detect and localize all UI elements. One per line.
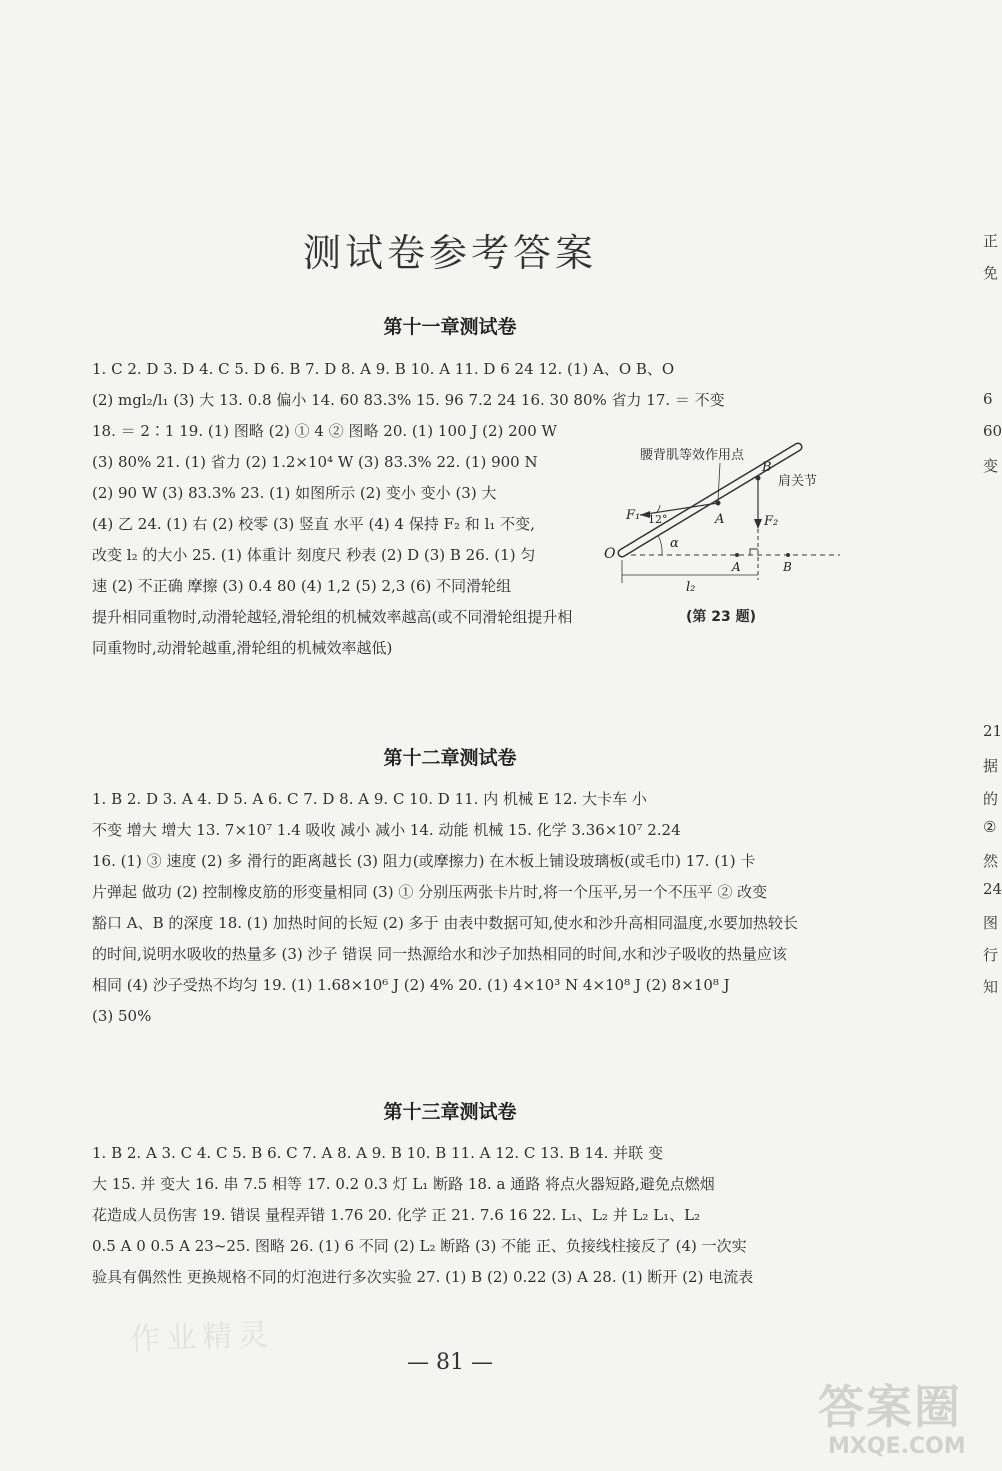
label-alpha: α: [670, 536, 679, 551]
section-heading-12: 第十二章测试卷: [383, 747, 517, 769]
answer-line: 大 15. 并 变大 16. 串 7.5 相等 17. 0.2 0.3 灯 L₁ 断路 18. a 通路 将点火器短路,避免点燃烟: [92, 1175, 715, 1193]
label-l2: l₂: [686, 580, 696, 595]
label-f2: F₂: [764, 514, 779, 529]
point-a: [716, 501, 721, 506]
label-b-projection: B: [783, 560, 792, 574]
point-b-projection: [786, 553, 790, 557]
logo-sub-text: MXQE.COM: [828, 1434, 966, 1459]
margin-char: 然: [983, 852, 999, 870]
alpha-arc: [658, 535, 662, 555]
answer-line: 提升相同重物时,动滑轮越轻,滑轮组的机械效率越高(或不同滑轮组提升相: [92, 608, 573, 626]
answer-line: 不变 增大 增大 13. 7×10⁷ 1.4 吸收 减小 减小 14. 动能 机械 15. 化学 3.36×10⁷ 2.24: [92, 821, 681, 839]
right-angle-mark: [750, 549, 758, 555]
point-b: [756, 476, 761, 481]
answer-line: 的时间,说明水吸收的热量多 (3) 沙子 错误 同一热源给水和沙子加热相同的时间,水和沙子吸收的热量应该: [92, 945, 787, 963]
answer-line: (2) 90 W (3) 83.3% 23. (1) 如图所示 (2) 变小 变小 (3) 大: [92, 484, 497, 502]
answer-line: 验具有偶然性 更换规格不同的灯泡进行多次实验 27. (1) B (2) 0.22 (3) A 28. (1) 断开 (2) 电流表: [92, 1268, 754, 1286]
answer-line: 改变 l₂ 的大小 25. (1) 体重计 刻度尺 秒表 (2) D (3) B 26. (1) 匀: [92, 546, 536, 564]
answers-chapter-13: [92, 1138, 852, 1293]
point-a-projection: [735, 553, 739, 557]
label-a: A: [715, 512, 725, 527]
answer-line: 1. B 2. D 3. A 4. D 5. A 6. C 7. D 8. A 9. C 10. D 11. 内 机械 E 12. 大卡车 小: [92, 790, 647, 808]
answer-line: (3) 50%: [92, 1007, 152, 1025]
answer-line: (4) 乙 24. (1) 右 (2) 校零 (3) 竖直 水平 (4) 4 保持 F₂ 和 l₁ 不变,: [92, 515, 535, 533]
watermark-text: 作业精灵: [129, 1317, 275, 1358]
figure-caption: (第 23 题): [686, 609, 757, 625]
answer-line: 0.5 A 0 0.5 A 23~25. 图略 26. (1) 6 不同 (2) L₂ 断路 (3) 不能 正、负接线柱接反了 (4) 一次实: [92, 1237, 747, 1255]
margin-char: 6: [983, 390, 993, 408]
margin-char: 据: [983, 757, 999, 775]
margin-char: 图: [983, 914, 999, 932]
answer-line: 1. C 2. D 3. D 4. C 5. D 6. B 7. D 8. A 9. B 10. A 11. D 6 24 12. (1) A、O B、O: [92, 360, 675, 378]
section-heading-11: 第十一章测试卷: [383, 316, 517, 338]
label-b: B: [762, 460, 772, 475]
answer-line: 同重物时,动滑轮越重,滑轮组的机械效率越低): [92, 639, 393, 657]
label-angle-12: 12°: [648, 513, 668, 526]
answer-line: 1. B 2. A 3. C 4. C 5. B 6. C 7. A 8. A 9. B 10. B 11. A 12. C 13. B 14. 并联 变: [92, 1144, 663, 1162]
answer-line: 18. ＝ 2∶1 19. (1) 图略 (2) ① 4 ② 图略 20. (1) 100 J (2) 200 W: [92, 422, 557, 440]
page-number: — 81 —: [407, 1350, 493, 1375]
answer-line: 相同 (4) 沙子受热不均匀 19. (1) 1.68×10⁶ J (2) 4% 20. (1) 4×10³ N 4×10⁸ J (2) 8×10⁸ J: [92, 976, 730, 994]
margin-char: 行: [983, 946, 999, 964]
margin-char: 60: [983, 422, 1002, 440]
margin-char: 正: [983, 232, 999, 250]
label-shoulder: 肩关节: [778, 474, 818, 489]
margin-char: 免: [983, 264, 999, 282]
margin-char: 的: [983, 790, 999, 808]
answer-line: 豁口 A、B 的深度 18. (1) 加热时间的长短 (2) 多于 由表中数据可知,使水和沙升高相同温度,水要加热较长: [92, 914, 798, 932]
answer-line: 片弹起 做功 (2) 控制橡皮筋的形变量相同 (3) ① 分别压两张卡片时,将一个压平,另一个不压平 ② 改变: [92, 883, 768, 901]
answer-line: 16. (1) ③ 速度 (2) 多 滑行的距离越长 (3) 阻力(或摩擦力) 在木板上铺设玻璃板(或毛巾) 17. (1) 卡: [92, 852, 756, 870]
margin-char: 知: [983, 978, 999, 996]
margin-char: 24: [983, 880, 1002, 898]
answer-line: 花造成人员伤害 19. 错误 量程弄错 1.76 20. 化学 正 21. 7.6 16 22. L₁、L₂ 并 L₂ L₁、L₂: [92, 1206, 701, 1224]
site-logo-watermark: [818, 1380, 1000, 1471]
page-title: 测试卷参考答案: [302, 231, 597, 275]
force-f2-arrowhead: [754, 519, 762, 529]
label-a-projection: A: [732, 560, 741, 574]
label-muscle: 腰背肌等效作用点: [640, 448, 745, 463]
logo-main-text: 答案圈: [818, 1380, 962, 1434]
margin-char: ②: [983, 818, 997, 836]
answer-line: (3) 80% 21. (1) 省力 (2) 1.2×10⁴ W (3) 83.3% 22. (1) 900 N: [92, 453, 538, 471]
label-f1: F₁: [626, 508, 641, 523]
answer-line: 速 (2) 不正确 摩擦 (3) 0.4 80 (4) 1,2 (5) 2,3 (6) 不同滑轮组: [92, 577, 512, 595]
answers-chapter-12: [92, 784, 852, 1032]
margin-char: 21: [983, 722, 1002, 740]
section-heading-13: 第十三章测试卷: [383, 1101, 517, 1123]
answer-line: (2) mgl₂/l₁ (3) 大 13. 0.8 偏小 14. 60 83.3% 15. 96 7.2 24 16. 30 80% 省力 17. ＝ 不变: [92, 391, 725, 409]
label-o: O: [604, 546, 616, 562]
margin-char: 变: [983, 457, 999, 475]
